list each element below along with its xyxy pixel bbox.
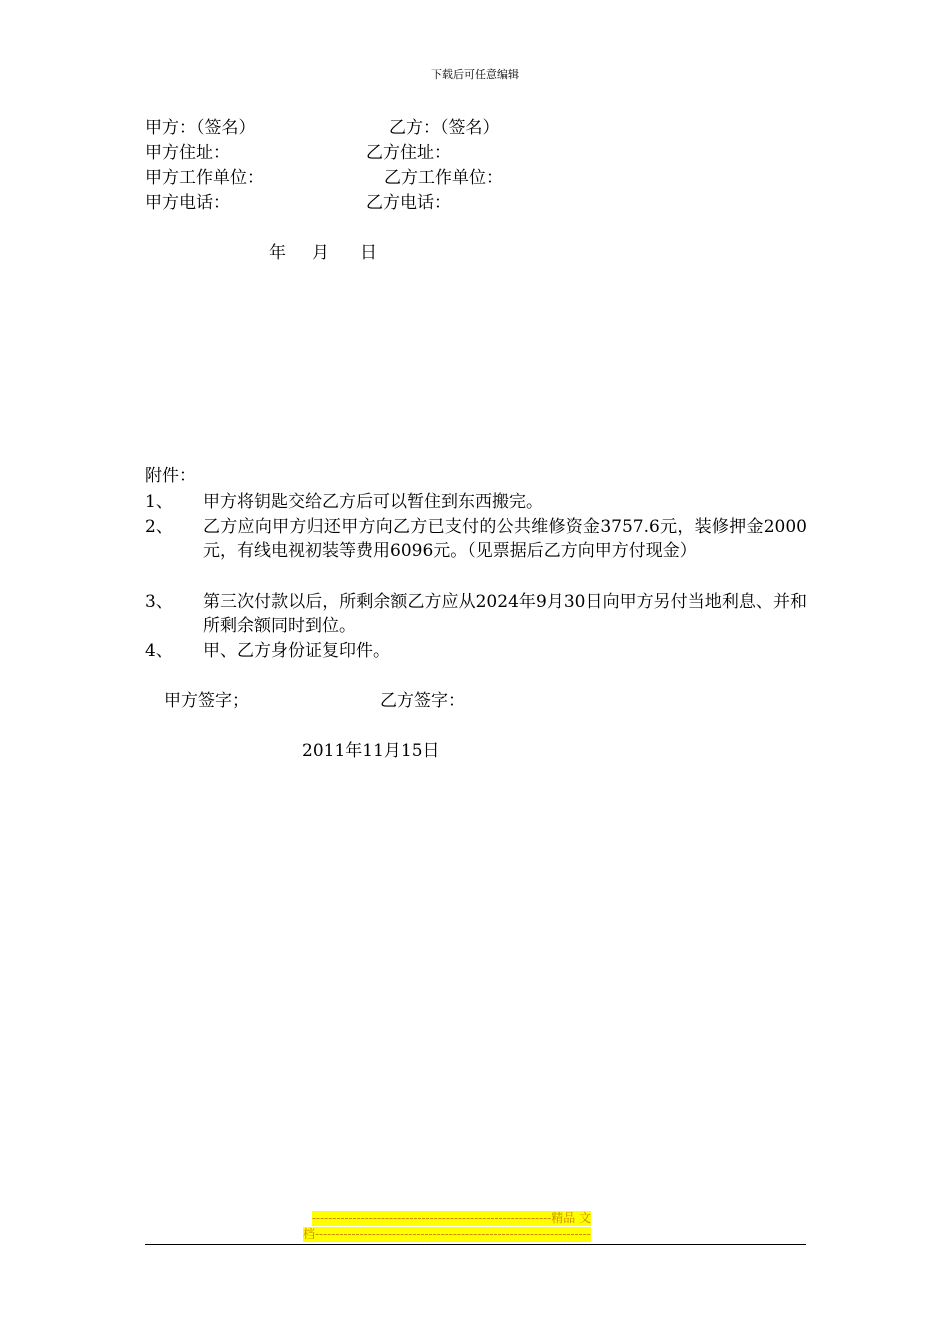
attachment-item-text: 甲、乙方身份证复印件。 <box>203 641 390 661</box>
attachment-item-number: 4、 <box>145 641 173 661</box>
attachment-item-number: 1、 <box>145 492 173 512</box>
party-a-address-label: 甲方住址： <box>145 143 230 163</box>
date-month-label: 月 <box>312 243 329 263</box>
party-b-signature-label: 乙方：（签名） <box>389 118 500 138</box>
footer-divider <box>145 1244 806 1245</box>
party-a-sign-here-label: 甲方签字； <box>164 691 249 711</box>
party-a-work-label: 甲方工作单位： <box>145 168 264 188</box>
attachment-item-number: 3、 <box>145 592 173 612</box>
footer-watermark-line-2: 档-------------------------------------------------------------------- <box>303 1227 591 1241</box>
attachment-title: 附件： <box>145 466 196 486</box>
signature-date: 2011年11月15日 <box>302 741 440 761</box>
date-year-label: 年 <box>269 243 286 263</box>
party-b-work-label: 乙方工作单位： <box>384 168 503 188</box>
footer-watermark-line-1: -----------------------------------------------------------精品 文 <box>312 1211 592 1225</box>
party-a-phone-label: 甲方电话： <box>145 193 230 213</box>
party-b-phone-label: 乙方电话： <box>366 193 451 213</box>
party-a-signature-label: 甲方：（签名） <box>145 118 256 138</box>
attachment-item-number: 2、 <box>145 517 173 537</box>
date-day-label: 日 <box>360 243 377 263</box>
attachment-item-text: 第三次付款以后，所剩余额乙方应从2024年9月30日向甲方另付当地利息、并和所剩余额同时到位。 <box>203 592 807 636</box>
attachment-item-text: 甲方将钥匙交给乙方后可以暂住到东西搬完。 <box>203 492 543 512</box>
page-header-note: 下载后可任意编辑 <box>431 68 519 81</box>
party-b-address-label: 乙方住址： <box>366 143 451 163</box>
party-b-sign-here-label: 乙方签字： <box>380 691 465 711</box>
attachment-item-text: 乙方应向甲方归还甲方向乙方已支付的公共维修资金3757.6元，装修押金2000元，有线电视初装等费用6096元。（见票据后乙方向甲方付现金） <box>203 517 807 561</box>
